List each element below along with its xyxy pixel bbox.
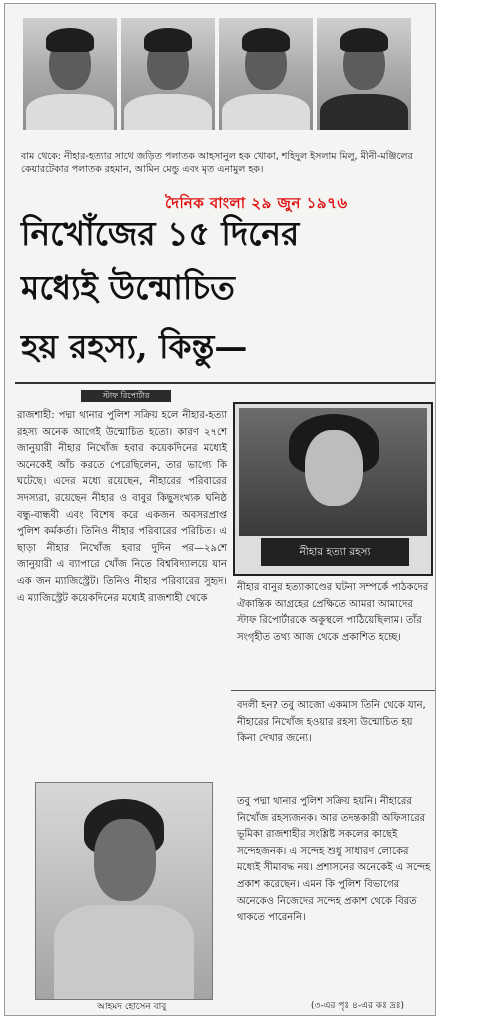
article-body-right-2: তবু পদ্মা থানার পুলিশ সক্রিয় হয়নি। নীহারের নিখোঁজ রহস্যজনক। আর তদন্তকারী অফিসারের ভূমিকা রাজশাহীর সংশ্লিষ্ট সকলের কাছেই সন্দেহজনক। এ সন্দেহ শুধু সাধারণ লোকের মধ্যেই সীমাবদ্ধ নয়। প্রশাসনের অনেকেই এ সন্দেহ প্রকাশ করেছেন। এমন কি পুলিশ বিভাগের অনেকেও নিজেদের সন্দেহ প্রকাশ থেকে বিরত থাকতে পারেননি।: [237, 796, 431, 924]
portrait-box: [233, 402, 433, 576]
portrait-caption: নীহার হত্যা রহস্য: [261, 538, 409, 566]
continued-note: (৩-এর পৃঃ ৪-এর কঃ দ্রঃ): [311, 1001, 405, 1011]
editor-note-divider: [231, 690, 435, 691]
portrait-photo: [239, 408, 427, 536]
headline-divider: [15, 382, 435, 384]
suspect-photo: [121, 18, 215, 130]
suspects-photo-strip: [23, 18, 411, 130]
byline: স্টাফ রিপোর্টার: [81, 390, 171, 402]
suspect-photo: [317, 18, 411, 130]
photo-caption-top: বাম থেকে: নীহার-হত্যার সাথে জড়িত পলাতক আহসানুল হক খোকা, শহিদুল ইসলাম মিলু, মীনী-মঞ্জিলের কেয়ারটেকার পলাতক রহমান, আমিন মেন্ডু এবং মৃত এনামুল হক।: [21, 151, 413, 175]
dateline: দৈনিক বাংলা ২৯ জুন ১৯৭৬: [165, 194, 348, 212]
newspaper-clipping: [4, 3, 436, 1016]
article-body-left: রাজশাহী: পদ্মা থানার পুলিশ সক্রিয় হলে নীহার-হত্যা রহস্য অনেক আগেই উন্মোচিত হতো। কারণ ২৭শে জানুয়ারী নীহার নিখোঁজ হবার কয়েকদিনের মধ্যেই অনেকেই আঁচ করতে পেরেছিলেন, তার ভাগ্যে কি ঘটেছে। এদের মধ্যে রয়েছেন, নীহারের পরিবারের সদস্যরা, রয়েছেন নীহার ও বাবুর কিছুসংখ্যক ঘনিষ্ঠ বন্ধু-বান্ধবী এবং বিশেষ করে একজন অবসরপ্রাপ্ত পুলিশ কর্মকর্তা। তিনিও নীহার পরিবারের পরিচিত। এ ছাড়া নীহার নিখোঁজ হবার দুদিন পর—২৯শে জানুয়ারী এ ব্যাপারে খোঁজ নিতে বিশ্ববিদ্যালয়ে যান এক জন ম্যাজিস্ট্রেট। তিনিও নীহার পরিবারের সুহৃদ। এ ম্যাজিস্ট্রেট কয়েকদিনের মধ্যেই রাজশাহী থেকে: [17, 410, 227, 604]
headline-line-3: হয় রহস্য, কিন্তু—: [21, 327, 248, 366]
suspect-photo: [23, 18, 117, 130]
bottom-portrait-photo: [35, 782, 213, 1000]
headline-line-2: মধ্যেই উন্মোচিত: [21, 268, 235, 307]
bottom-photo-caption: আহমদ হোসেন বাবু: [97, 1002, 167, 1012]
suspect-photo: [219, 18, 313, 130]
headline-line-1: নিখোঁজের ১৫ দিনের: [21, 214, 300, 253]
article-body-right-1: বদলী হন? তবু আজো একমাস তিনি থেকে যান, নীহারের নিখোঁজ হওয়ার রহস্য উন্মোচিত হয় কিনা দেখার জন্যে।: [237, 700, 426, 745]
editor-note: নীহার বানুর হত্যাকাণ্ডের ঘটনা সম্পর্কে পাঠকদের ঐকান্তিক আগ্রহের প্রেক্ষিতে আমরা আমাদের স্টাফ রিপোর্টারকে অকুস্থলে পাঠিয়েছিলাম। তাঁর সংগৃহীত তথ্য আজ থেকে প্রকাশিত হচ্ছে।: [237, 582, 429, 643]
